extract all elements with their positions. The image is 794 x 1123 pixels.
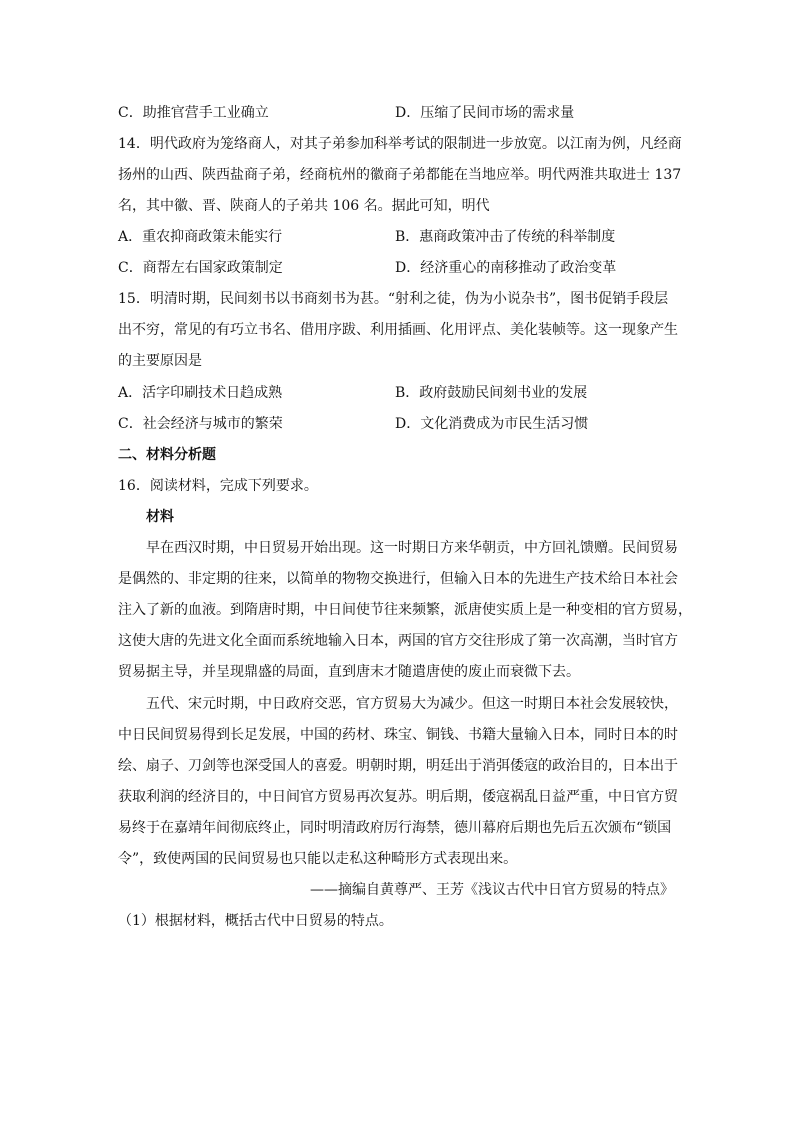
- q16-intro: 16．阅读材料，完成下列要求。: [118, 478, 318, 494]
- material-label: 材料: [146, 509, 174, 525]
- material-para1-line-4: 这使大唐的先进文化全面而系统地输入日本，两国的官方交往形成了第一次高潮，当时官方: [118, 633, 678, 649]
- q14-options-row-ab: [118, 227, 678, 247]
- q16-sub-question-1: （1）根据材料，概括古代中日贸易的特点。: [118, 913, 393, 929]
- q14-option-b: B．惠商政策冲击了传统的科举制度: [395, 229, 616, 245]
- q15-options-row-ab: [118, 383, 678, 403]
- q13-option-c: C．助推官营手工业确立: [118, 105, 269, 121]
- material-para1-line-2: 是偶然的、非定期的往来，以简单的物物交换进行，但输入日本的先进生产技术给日本社会: [118, 571, 678, 587]
- q13-options-row-cd: [118, 103, 678, 123]
- q14-stem-line-2: 扬州的山西、陕西盐商子弟，经商杭州的徽商子弟都能在当地应举。明代两淮共取进士 137: [118, 167, 682, 183]
- q15-stem-line-1: 15．明清时期，民间刻书以书商刻书为甚。“射利之徒，伪为小说杂书”，图书促销手段层: [118, 291, 669, 307]
- material-para2-line-6: 令”，致使两国的民间贸易也只能以走私这种畸形方式表现出来。: [118, 851, 518, 867]
- q15-option-a: A．活字印刷技术日趋成熟: [118, 385, 283, 401]
- q14-options-row-cd: [118, 258, 678, 278]
- q15-option-d: D．文化消费成为市民生活习惯: [395, 416, 589, 432]
- section-heading: 二、材料分析题: [118, 447, 216, 463]
- q15-stem-line-2: 出不穷，常见的有巧立书名、借用序跋、利用插画、化用评点、美化装帧等。这一现象产生: [118, 322, 678, 338]
- material-para2-line-1: 五代、宋元时期，中日政府交恶，官方贸易大为减少。但这一时期日本社会发展较快，: [146, 696, 678, 712]
- q15-options-row-cd: [118, 414, 678, 434]
- q14-option-d: D．经济重心的南移推动了政治变革: [395, 260, 617, 276]
- q14-stem-line-1: 14．明代政府为笼络商人，对其子弟参加科举考试的限制进一步放宽。以江南为例，凡经商: [118, 136, 682, 152]
- material-para2-line-5: 易终于在嘉靖年间彻底终止，同时明清政府厉行海禁，德川幕府后期也先后五次颁布“锁国: [118, 820, 672, 836]
- material-para2-line-2: 中日民间贸易得到长足发展，中国的药材、珠宝、铜钱、书籍大量输入日本，同时日本的时: [118, 727, 678, 743]
- q15-option-c: C．社会经济与城市的繁荣: [118, 416, 283, 432]
- material-para1-line-1: 早在西汉时期，中日贸易开始出现。这一时期日方来华朝贡，中方回礼馈赠。民间贸易: [146, 540, 678, 556]
- q14-option-c: C．商帮左右国家政策制定: [118, 260, 283, 276]
- material-source: ——摘编自黄尊严、王芳《浅议古代中日官方贸易的特点》: [310, 882, 674, 898]
- material-para2-line-4: 获取利润的经济目的，中日间官方贸易再次复苏。明后期，倭寇祸乱日益严重，中日官方贸: [118, 789, 678, 805]
- q15-option-b: B．政府鼓励民间刻书业的发展: [395, 385, 588, 401]
- q14-stem-line-3: 名，其中徽、晋、陕商人的子弟共 106 名。据此可知，明代: [118, 198, 490, 214]
- material-para1-line-3: 注入了新的血液。到隋唐时期，中日间使节往来频繁，派唐使实质上是一种变相的官方贸易，: [118, 602, 692, 618]
- q15-stem-line-3: 的主要原因是: [118, 353, 202, 369]
- q14-option-a: A．重农抑商政策未能实行: [118, 229, 283, 245]
- material-para1-line-5: 贸易据主导，并呈现鼎盛的局面，直到唐末才随遣唐使的废止而衰微下去。: [118, 664, 580, 680]
- q13-option-d: D．压缩了民间市场的需求量: [395, 105, 575, 121]
- material-para2-line-3: 绘、扇子、刀剑等也深受国人的喜爱。明朝时期，明廷出于消弭倭寇的政治目的，日本出于: [118, 758, 678, 774]
